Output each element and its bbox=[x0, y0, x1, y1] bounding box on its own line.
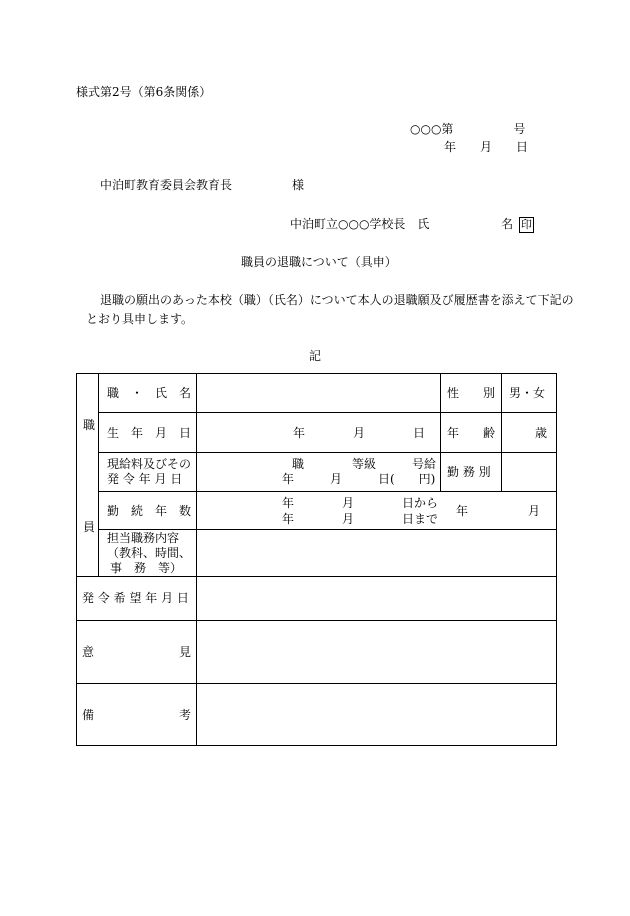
date-line: 年 月 日 bbox=[444, 140, 529, 154]
duties-label-1: 担当職務内容 bbox=[107, 531, 180, 545]
service-from: 年 月 日から bbox=[282, 496, 439, 510]
name-label: 職 ・ 氏 名 bbox=[107, 386, 192, 400]
opinion-label-left: 意 bbox=[82, 645, 95, 659]
side-label-bottom: 員 bbox=[83, 520, 96, 534]
salary-label-1: 現給料及びその bbox=[107, 457, 192, 471]
age-unit: 歳 bbox=[535, 426, 548, 440]
opinion-label-right: 見 bbox=[179, 645, 192, 659]
duties-label-2: （教科、時間、 bbox=[107, 546, 192, 560]
document-title: 職員の退職について（具申） bbox=[241, 255, 397, 269]
birthdate-label: 生 年 月 日 bbox=[107, 426, 192, 440]
duties-label-3: 事 務 等） bbox=[110, 561, 183, 575]
service-to: 年 月 日まで bbox=[282, 512, 439, 526]
service-total: 年 月 bbox=[456, 504, 541, 518]
sender-prefix: 中泊町立○○○学校長 氏 bbox=[290, 217, 430, 231]
salary-date: 年 月 日( 円) bbox=[282, 472, 436, 486]
sex-value: 男・女 bbox=[509, 386, 546, 400]
work-type-label: 勤 務 別 bbox=[447, 465, 491, 479]
remarks-label-right: 考 bbox=[179, 708, 192, 722]
form-number: 様式第2号（第6条関係） bbox=[76, 85, 212, 99]
addressee: 中泊町教育委員会教育長 様 bbox=[100, 178, 305, 192]
birthdate-value: 年 月 日 bbox=[293, 426, 426, 440]
body-text-line-1: 退職の願出のあった本校（職）（氏名）について本人の退職願及び履歴書を添えて下記の bbox=[100, 293, 574, 307]
document-number: ○○○第 号 bbox=[410, 122, 526, 136]
seal-mark: 印 bbox=[520, 218, 532, 231]
sex-label: 性 別 bbox=[447, 386, 496, 400]
body-text-line-2: とおり具申します。 bbox=[86, 312, 194, 326]
ki-heading: 記 bbox=[309, 349, 322, 363]
sender-name-label: 名 bbox=[501, 217, 514, 231]
salary-label-2: 発 令 年 月 日 bbox=[107, 472, 183, 486]
side-label-top: 職 bbox=[83, 418, 96, 432]
desired-date-label: 発 令 希 望 年 月 日 bbox=[82, 591, 189, 605]
remarks-label-left: 備 bbox=[82, 708, 95, 722]
age-label: 年 齢 bbox=[447, 426, 496, 440]
salary-grade: 職 等級 号給 bbox=[292, 457, 437, 471]
service-years-label: 勤 続 年 数 bbox=[107, 504, 192, 518]
